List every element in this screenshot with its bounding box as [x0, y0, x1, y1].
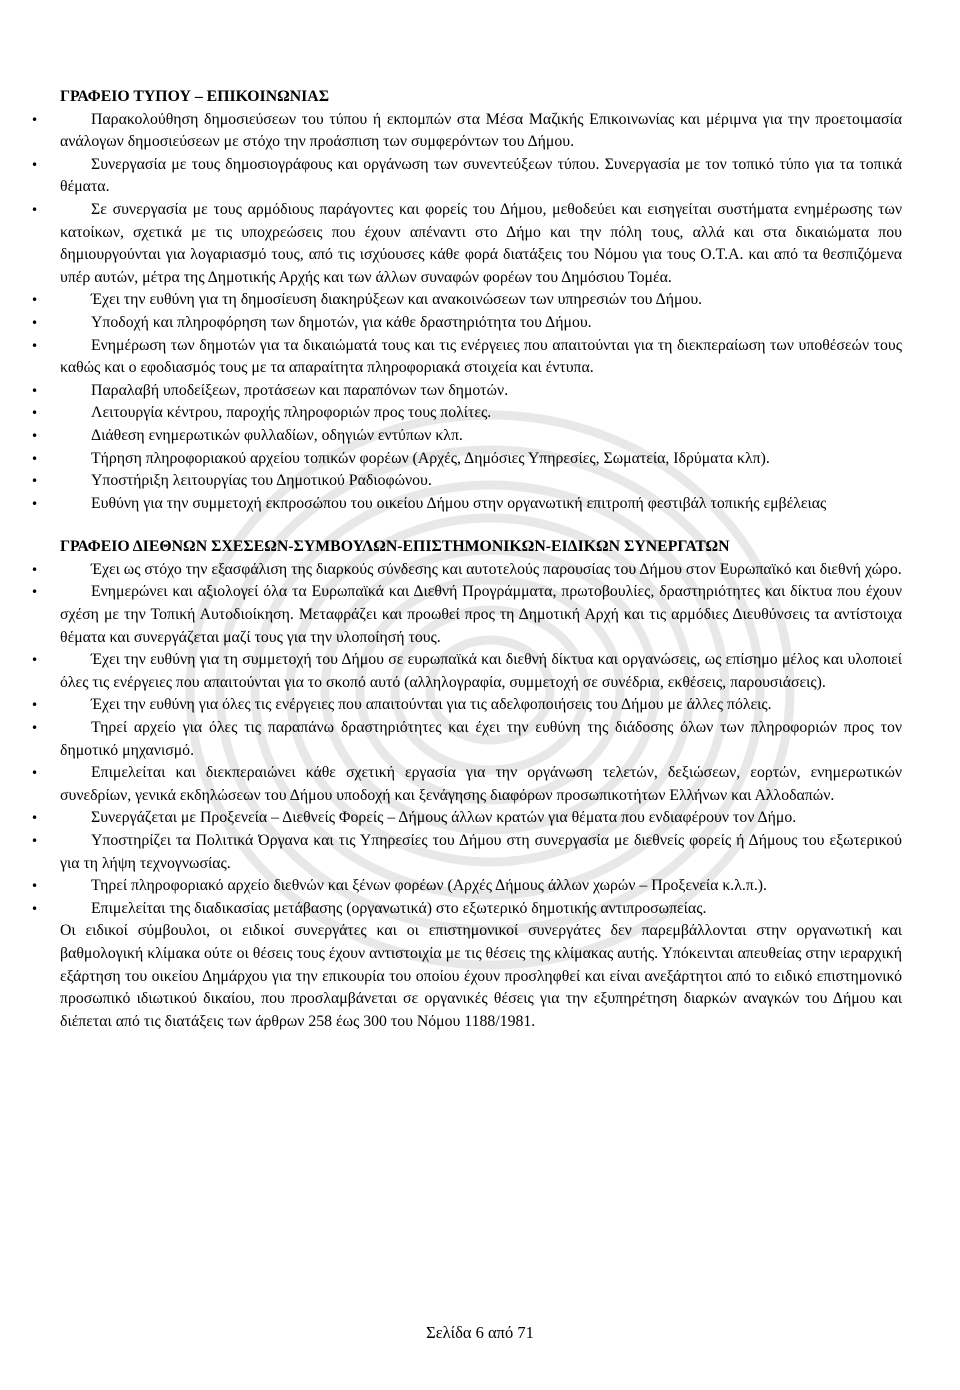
list-item: • Έχει την ευθύνη για τη συμμετοχή του Δήμου σε ευρωπαϊκά και διεθνή δίκτυα και οργανώσεις, ως επίσημο μέλος και υλοποιεί όλες τις ενέργειες που απαιτούνται για το σκοπό αυτό (αλληλογραφία, συμμετοχή σε συνέδρια, εκθέσεις, παρουσιάσεις).	[60, 649, 902, 694]
document-content	[60, 86, 902, 1033]
list-item: • Τήρηση πληροφοριακού αρχείου τοπικών φορέων (Αρχές, Δημόσιες Υπηρεσίες, Σωματεία, Ιδρύματα κλπ).	[60, 448, 902, 471]
international-relations-duties-list	[60, 559, 902, 921]
list-item: • Υποστήριξη λειτουργίας του Δημοτικού Ραδιοφώνου.	[60, 470, 902, 493]
list-item: • Διάθεση ενημερωτικών φυλλαδίων, οδηγιών εντύπων κλπ.	[60, 425, 902, 448]
list-item: • Ευθύνη για την συμμετοχή εκπροσώπου του οικείου Δήμου στην οργανωτική επιτροπή φεστιβάλ τοπικής εμβέλειας	[60, 493, 902, 516]
list-item: • Έχει την ευθύνη για όλες τις ενέργειες που απαιτούνται για τις αδελφοποιήσεις του Δήμου με άλλες πόλεις.	[60, 694, 902, 717]
list-item: • Έχει ως στόχο την εξασφάλιση της διαρκούς σύνδεσης και αυτοτελούς παρουσίας του Δήμου στον Ευρωπαϊκό και διεθνή χώρο.	[60, 559, 902, 582]
list-item: • Συνεργάζεται με Προξενεία – Διεθνείς Φορείς – Δήμους άλλων κρατών για θέματα που ενδιαφέρουν τον Δήμο.	[60, 807, 902, 830]
list-item: • Τηρεί αρχείο για όλες τις παραπάνω δραστηριότητες και έχει την ευθύνη της διάδοσης όλων των πληροφοριών προς τον δημοτικό μηχανισμό.	[60, 717, 902, 762]
list-item: • Υποδοχή και πληροφόρηση των δημοτών, για κάθε δραστηριότητα του Δήμου.	[60, 312, 902, 335]
list-item: • Λειτουργία κέντρου, παροχής πληροφοριών προς τους πολίτες.	[60, 402, 902, 425]
list-item: • Παραλαβή υποδείξεων, προτάσεων και παραπόνων των δημοτών.	[60, 380, 902, 403]
list-item: • Παρακολούθηση δημοσιεύσεων του τύπου ή εκπομπών στα Μέσα Μαζικής Επικοινωνίας και μέριμνα για την προετοιμασία ανάλογων δημοσιεύσεων με στόχο την προάσπιση των συμφερόντων του Δήμου.	[60, 109, 902, 154]
list-item: • Ενημερώνει και αξιολογεί όλα τα Ευρωπαϊκά και Διεθνή Προγράμματα, πρωτοβουλίες, δραστηριότητες και δίκτυα που έχουν σχέση με την Τοπική Αυτοδιοίκηση. Μεταφράζει και προωθεί προς τη Δημοτική Αρχή και τις αρμόδιες Διευθύνσεις τα αντίστοιχα θέματα και συνεργάζεται μαζί τους για την υλοποίησή τους.	[60, 581, 902, 649]
list-item: • Επιμελείται και διεκπεραιώνει κάθε σχετική εργασία για την οργάνωση τελετών, δεξιώσεων, εορτών, ενημερωτικών συνεδρίων, γενικά εκδηλώσεων του Δήμου υποδοχή και ξενάγησης διαφόρων προσωπικοτήτων Ελλήνων και Αλλοδαπών.	[60, 762, 902, 807]
page-number-footer: Σελίδα 6 από 71	[426, 1323, 534, 1342]
section-heading-press-office: ΓΡΑΦΕΙΟ ΤΥΠΟΥ – ΕΠΙΚΟΙΝΩΝΙΑΣ	[60, 88, 330, 105]
list-item: • Ενημέρωση των δημοτών για τα δικαιώματά τους και τις ενέργειες που απαιτούνται για τη διεκπεραίωση των υποθέσεών τους καθώς και ο εφοδιασμός τους με τα απαραίτητα πληροφοριακά στοιχεία και έντυπα.	[60, 335, 902, 380]
advisors-paragraph: Οι ειδικοί σύμβουλοι, οι ειδικοί συνεργάτες και οι επιστημονικοί συνεργάτες δεν παρεμβάλλονται στην οργανωτική και βαθμολογική κλίμακα ούτε οι θέσεις τους έχουν αντιστοιχία με τις θέσεις της κλίμακας αυτής. Υπόκεινται απευθείας στην ιεραρχική εξάρτηση του οικείου Δημάρχου για την επικουρία του οποίου έχουν προσληφθεί και είναι ανεξάρτητοι από το ειδικό επιστημονικό προσωπικό ιδιωτικού δικαίου, που προσλαμβάνεται σε οργανικές θέσεις για την εξυπηρέτηση διαρκών αναγκών του Δήμου και διέπεται από τις διατάξεις των άρθρων 258 έως 300 του Νόμου 1188/1981.	[60, 922, 902, 1030]
press-office-duties-list	[60, 109, 902, 516]
list-item: • Συνεργασία με τους δημοσιογράφους και οργάνωση των συνεντεύξεων τύπου. Συνεργασία με τον τοπικό τύπο για τα τοπικά θέματα.	[60, 154, 902, 199]
list-item: • Έχει την ευθύνη για τη δημοσίευση διακηρύξεων και ανακοινώσεων των υπηρεσιών του Δήμου.	[60, 289, 902, 312]
list-item: • Υποστηρίζει τα Πολιτικά Όργανα και τις Υπηρεσίες του Δήμου στη συνεργασία με διεθνείς φορείς ή Δήμους του εξωτερικού για τη λήψη τεχνογνωσίας.	[60, 830, 902, 875]
list-item: • Επιμελείται της διαδικασίας μετάβασης (οργανωτικά) στο εξωτερικό δημοτικής αντιπροσωπείας.	[60, 898, 902, 921]
list-item: • Σε συνεργασία με τους αρμόδιους παράγοντες και φορείς του Δήμου, μεθοδεύει και εισηγείται συστήματα ενημέρωσης των κατοίκων, σχετικά με τις υποχρεώσεις που έχουν απέναντι στο Δήμο και την πόλη τους, αλλά και στα δικαιώματα που δημιουργούνται για λογαριασμό τους, από τις ισχύουσες κάθε φορά διατάξεις του Νόμου για τους Ο.Τ.Α. και από τα θεσπιζόμενα υπέρ αυτών, μέτρα της Δημοτικής Αρχής και των άλλων συναφών φορέων του Δημόσιου Τομέα.	[60, 199, 902, 289]
section-heading-international-relations: ΓΡΑΦΕΙΟ ΔΙΕΘΝΩΝ ΣΧΕΣΕΩΝ-ΣΥΜΒΟΥΛΩΝ-ΕΠΙΣΤΗΜΟΝΙΚΩΝ-ΕΙΔΙΚΩΝ ΣΥΝΕΡΓΑΤΩΝ	[60, 538, 730, 556]
list-item: • Τηρεί πληροφοριακό αρχείο διεθνών και ξένων φορέων (Αρχές Δήμους άλλων χωρών – Προξενεία κ.λ.π.).	[60, 875, 902, 898]
